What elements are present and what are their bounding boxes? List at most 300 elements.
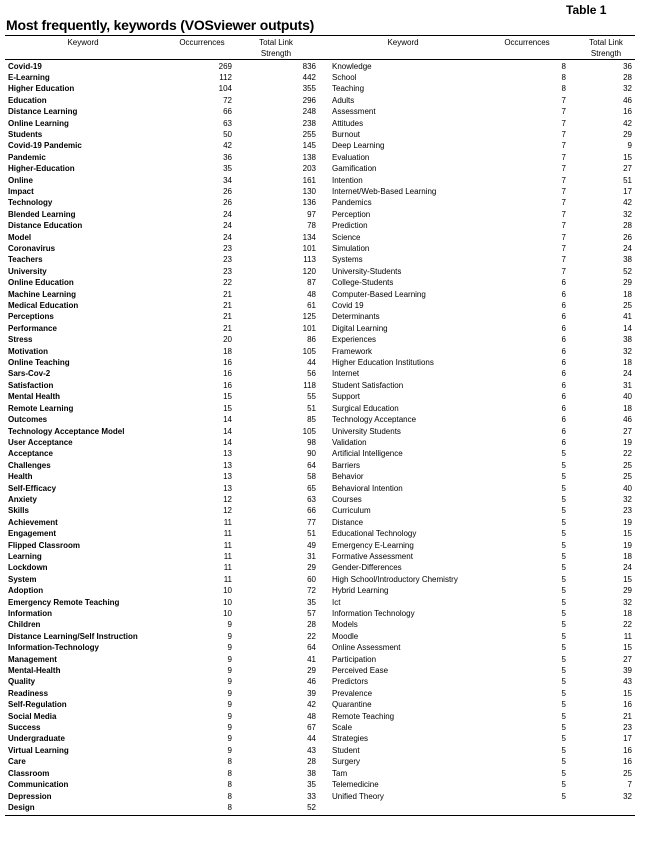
header-tls-line2: Strength bbox=[590, 49, 622, 58]
table-row bbox=[0, 140, 660, 151]
left-keyword-cell: Education bbox=[8, 95, 47, 105]
left-link-strength-cell: 113 bbox=[303, 255, 316, 265]
table-row bbox=[0, 471, 660, 482]
right-link-strength-cell: 27 bbox=[623, 164, 632, 174]
left-link-strength-cell: 29 bbox=[307, 666, 316, 676]
right-keyword-cell: Predictors bbox=[332, 677, 369, 687]
left-link-strength-cell: 255 bbox=[302, 129, 316, 139]
header-tls-right bbox=[578, 37, 634, 59]
right-occurrences-cell: 7 bbox=[561, 266, 566, 276]
right-occurrences-cell: 6 bbox=[561, 358, 566, 368]
right-keyword-cell: High School/Introductory Chemistry bbox=[332, 574, 458, 584]
left-occurrences-cell: 9 bbox=[227, 711, 232, 721]
right-keyword-cell: Framework bbox=[332, 346, 373, 356]
left-keyword-cell: Information bbox=[8, 609, 52, 618]
header-tls-line1: Total Link bbox=[259, 38, 293, 47]
left-link-strength-cell: 145 bbox=[302, 141, 316, 151]
right-occurrences-cell: 7 bbox=[561, 232, 566, 242]
left-occurrences-cell: 9 bbox=[227, 734, 232, 744]
table-row bbox=[0, 61, 660, 72]
left-link-strength-cell: 52 bbox=[307, 802, 316, 812]
left-occurrences-cell: 14 bbox=[223, 437, 232, 447]
header-occurrences-right: Occurrences bbox=[504, 38, 550, 47]
left-link-strength-cell: 55 bbox=[307, 392, 316, 402]
right-occurrences-cell: 5 bbox=[561, 688, 566, 698]
left-keyword-cell: University bbox=[8, 266, 47, 276]
left-occurrences-cell: 24 bbox=[223, 221, 232, 231]
right-keyword-cell: Participation bbox=[332, 654, 377, 664]
keyword-table-body bbox=[0, 61, 660, 814]
left-occurrences-cell: 66 bbox=[223, 107, 232, 117]
right-occurrences-cell: 7 bbox=[561, 141, 566, 151]
left-occurrences-cell: 24 bbox=[223, 209, 232, 219]
right-link-strength-cell: 25 bbox=[623, 768, 632, 778]
right-link-strength-cell: 38 bbox=[623, 255, 632, 265]
table-row bbox=[0, 95, 660, 106]
left-link-strength-cell: 78 bbox=[307, 221, 316, 231]
left-link-strength-cell: 101 bbox=[302, 323, 316, 333]
right-link-strength-cell: 42 bbox=[623, 118, 632, 128]
left-link-strength-cell: 43 bbox=[307, 745, 316, 755]
left-keyword-cell: Outcomes bbox=[8, 415, 48, 425]
right-occurrences-cell: 6 bbox=[561, 301, 566, 311]
header-tls-line1: Total Link bbox=[589, 38, 623, 47]
table-row bbox=[0, 460, 660, 471]
right-keyword-cell: Technology Acceptance bbox=[332, 415, 417, 425]
right-link-strength-cell: 25 bbox=[623, 460, 632, 470]
left-link-strength-cell: 130 bbox=[302, 186, 316, 196]
right-occurrences-cell: 5 bbox=[561, 677, 566, 687]
left-link-strength-cell: 355 bbox=[302, 84, 316, 94]
table-row bbox=[0, 676, 660, 687]
left-link-strength-cell: 85 bbox=[307, 415, 316, 425]
header-tls-line2: Strength bbox=[260, 49, 292, 58]
right-keyword-cell: Gender-Differences bbox=[332, 563, 402, 573]
table-row bbox=[0, 699, 660, 710]
right-occurrences-cell: 5 bbox=[561, 472, 566, 482]
right-keyword-cell: Determinants bbox=[332, 312, 380, 322]
right-link-strength-cell: 27 bbox=[623, 654, 632, 664]
left-keyword-cell: Pandemic bbox=[8, 152, 46, 162]
left-link-strength-cell: 44 bbox=[307, 734, 316, 744]
left-keyword-cell: Care bbox=[8, 757, 26, 767]
table-label: Table 1 bbox=[566, 3, 607, 17]
table-row bbox=[0, 152, 660, 163]
right-occurrences-cell: 5 bbox=[561, 654, 566, 664]
right-keyword-cell: Behavior bbox=[332, 472, 364, 482]
right-keyword-cell: Ict bbox=[332, 597, 341, 607]
left-occurrences-cell: 9 bbox=[227, 677, 232, 687]
table-row bbox=[0, 665, 660, 676]
right-keyword-cell: Curriculum bbox=[332, 506, 371, 516]
right-occurrences-cell: 5 bbox=[561, 563, 566, 573]
right-occurrences-cell: 5 bbox=[561, 791, 566, 801]
right-occurrences-cell: 6 bbox=[561, 278, 566, 288]
left-keyword-cell: Learning bbox=[8, 551, 42, 561]
right-occurrences-cell: 5 bbox=[561, 780, 566, 790]
left-keyword-cell: Online Education bbox=[8, 278, 74, 288]
right-link-strength-cell: 32 bbox=[623, 84, 632, 94]
table-row bbox=[0, 357, 660, 368]
right-occurrences-cell: 6 bbox=[561, 403, 566, 413]
table-row bbox=[0, 220, 660, 231]
right-keyword-cell: Student bbox=[332, 745, 360, 755]
right-keyword-cell: Digital Learning bbox=[332, 323, 388, 333]
left-keyword-cell: User Acceptance bbox=[8, 437, 73, 447]
table-row bbox=[0, 232, 660, 243]
right-keyword-cell: Simulation bbox=[332, 244, 370, 253]
left-occurrences-cell: 8 bbox=[227, 780, 232, 790]
right-link-strength-cell: 32 bbox=[623, 494, 632, 504]
right-occurrences-cell: 5 bbox=[561, 609, 566, 618]
right-link-strength-cell: 15 bbox=[623, 643, 632, 653]
table-row bbox=[0, 414, 660, 425]
left-occurrences-cell: 36 bbox=[223, 152, 232, 162]
table-row bbox=[0, 711, 660, 722]
right-occurrences-cell: 7 bbox=[561, 118, 566, 128]
left-link-strength-cell: 51 bbox=[307, 403, 316, 413]
right-occurrences-cell: 5 bbox=[561, 460, 566, 470]
right-occurrences-cell: 5 bbox=[561, 734, 566, 744]
left-keyword-cell: Stress bbox=[8, 335, 33, 345]
right-keyword-cell: Internet/Web-Based Learning bbox=[332, 186, 437, 196]
left-link-strength-cell: 72 bbox=[307, 586, 316, 596]
left-keyword-cell: Achievement bbox=[8, 517, 58, 527]
table-row bbox=[0, 756, 660, 767]
left-occurrences-cell: 9 bbox=[227, 643, 232, 653]
right-link-strength-cell: 19 bbox=[623, 517, 632, 527]
table-row bbox=[0, 483, 660, 494]
left-occurrences-cell: 10 bbox=[223, 586, 232, 596]
left-keyword-cell: Medical Education bbox=[8, 301, 79, 311]
right-keyword-cell: Telemedicine bbox=[332, 780, 379, 790]
left-link-strength-cell: 35 bbox=[307, 780, 316, 790]
left-keyword-cell: Health bbox=[8, 472, 33, 482]
left-keyword-cell: Technology Acceptance Model bbox=[8, 426, 125, 436]
right-occurrences-cell: 5 bbox=[561, 574, 566, 584]
right-keyword-cell: University Students bbox=[332, 426, 401, 436]
right-link-strength-cell: 17 bbox=[623, 186, 632, 196]
right-link-strength-cell: 38 bbox=[623, 335, 632, 345]
left-occurrences-cell: 20 bbox=[223, 335, 232, 345]
right-keyword-cell: Higher Education Institutions bbox=[332, 358, 434, 368]
left-link-strength-cell: 64 bbox=[307, 460, 316, 470]
right-occurrences-cell: 5 bbox=[561, 551, 566, 561]
left-occurrences-cell: 15 bbox=[223, 392, 232, 402]
left-link-strength-cell: 60 bbox=[307, 574, 316, 584]
left-link-strength-cell: 238 bbox=[302, 118, 316, 128]
right-keyword-cell: Models bbox=[332, 620, 358, 630]
left-link-strength-cell: 77 bbox=[307, 517, 316, 527]
right-link-strength-cell: 23 bbox=[623, 506, 632, 516]
right-keyword-cell: Student Satisfaction bbox=[332, 380, 404, 390]
right-keyword-cell: Internet bbox=[332, 369, 360, 379]
right-keyword-cell: School bbox=[332, 72, 357, 82]
right-keyword-cell: Science bbox=[332, 232, 361, 242]
right-keyword-cell: Burnout bbox=[332, 129, 361, 139]
table-row bbox=[0, 175, 660, 186]
left-link-strength-cell: 161 bbox=[302, 175, 316, 185]
right-occurrences-cell: 5 bbox=[561, 597, 566, 607]
right-occurrences-cell: 5 bbox=[561, 620, 566, 630]
table-row bbox=[0, 334, 660, 345]
left-occurrences-cell: 24 bbox=[223, 232, 232, 242]
left-keyword-cell: Depression bbox=[8, 791, 52, 801]
left-keyword-cell: Coronavirus bbox=[8, 244, 56, 253]
left-occurrences-cell: 8 bbox=[227, 768, 232, 778]
right-link-strength-cell: 40 bbox=[623, 483, 632, 493]
right-occurrences-cell: 8 bbox=[561, 84, 566, 94]
left-occurrences-cell: 15 bbox=[223, 403, 232, 413]
right-keyword-cell: Perception bbox=[332, 209, 371, 219]
left-occurrences-cell: 8 bbox=[227, 802, 232, 812]
left-keyword-cell: Quality bbox=[8, 677, 36, 687]
table-title: Most frequently, keywords (VOSviewer outputs) bbox=[6, 17, 315, 33]
left-occurrences-cell: 10 bbox=[223, 597, 232, 607]
left-keyword-cell: Perceptions bbox=[8, 312, 54, 322]
table-row bbox=[0, 585, 660, 596]
right-link-strength-cell: 32 bbox=[623, 346, 632, 356]
left-occurrences-cell: 72 bbox=[223, 95, 232, 105]
right-occurrences-cell: 6 bbox=[561, 415, 566, 425]
table-row bbox=[0, 346, 660, 357]
left-keyword-cell: Higher Education bbox=[8, 84, 75, 94]
left-keyword-cell: Engagement bbox=[8, 529, 57, 539]
right-link-strength-cell: 51 bbox=[623, 175, 632, 185]
left-keyword-cell: Anxiety bbox=[8, 494, 37, 504]
left-keyword-cell: Self-Efficacy bbox=[8, 483, 57, 493]
right-occurrences-cell: 7 bbox=[561, 221, 566, 231]
right-keyword-cell: Online Assessment bbox=[332, 643, 401, 653]
right-link-strength-cell: 46 bbox=[623, 95, 632, 105]
left-link-strength-cell: 98 bbox=[307, 437, 316, 447]
left-occurrences-cell: 112 bbox=[219, 72, 232, 82]
left-occurrences-cell: 9 bbox=[227, 700, 232, 710]
right-occurrences-cell: 7 bbox=[561, 152, 566, 162]
bottom-rule bbox=[5, 815, 635, 816]
left-occurrences-cell: 50 bbox=[223, 129, 232, 139]
right-link-strength-cell: 29 bbox=[623, 586, 632, 596]
right-occurrences-cell: 7 bbox=[561, 107, 566, 117]
left-link-strength-cell: 836 bbox=[302, 61, 316, 71]
right-link-strength-cell: 19 bbox=[623, 540, 632, 550]
right-link-strength-cell: 26 bbox=[623, 232, 632, 242]
left-keyword-cell: Technology bbox=[8, 198, 53, 208]
left-occurrences-cell: 9 bbox=[227, 666, 232, 676]
table-row bbox=[0, 642, 660, 653]
left-occurrences-cell: 11 bbox=[223, 517, 232, 527]
right-keyword-cell: Remote Teaching bbox=[332, 711, 395, 721]
right-occurrences-cell: 5 bbox=[561, 723, 566, 733]
right-occurrences-cell: 6 bbox=[561, 289, 566, 299]
left-keyword-cell: Success bbox=[8, 723, 41, 733]
left-occurrences-cell: 26 bbox=[223, 186, 232, 196]
table-row bbox=[0, 733, 660, 744]
table-row bbox=[0, 528, 660, 539]
right-keyword-cell: College-Students bbox=[332, 278, 394, 288]
left-link-strength-cell: 49 bbox=[307, 540, 316, 550]
right-keyword-cell: Strategies bbox=[332, 734, 369, 744]
right-keyword-cell: Computer-Based Learning bbox=[332, 289, 426, 299]
left-occurrences-cell: 21 bbox=[223, 312, 232, 322]
left-occurrences-cell: 8 bbox=[227, 757, 232, 767]
right-link-strength-cell: 27 bbox=[623, 426, 632, 436]
table-row bbox=[0, 574, 660, 585]
table-row bbox=[0, 323, 660, 334]
left-keyword-cell: Management bbox=[8, 654, 57, 664]
right-occurrences-cell: 5 bbox=[561, 517, 566, 527]
left-occurrences-cell: 11 bbox=[223, 563, 232, 573]
left-occurrences-cell: 12 bbox=[223, 494, 232, 504]
right-link-strength-cell: 40 bbox=[623, 392, 632, 402]
table-row bbox=[0, 163, 660, 174]
left-occurrences-cell: 11 bbox=[223, 551, 232, 561]
left-keyword-cell: Distance Education bbox=[8, 221, 83, 231]
table-row bbox=[0, 768, 660, 779]
left-occurrences-cell: 16 bbox=[223, 380, 232, 390]
right-keyword-cell: Information Technology bbox=[332, 609, 415, 618]
left-occurrences-cell: 23 bbox=[223, 244, 232, 253]
right-link-strength-cell: 32 bbox=[623, 791, 632, 801]
left-keyword-cell: Sars-Cov-2 bbox=[8, 369, 51, 379]
right-link-strength-cell: 24 bbox=[623, 563, 632, 573]
right-link-strength-cell: 15 bbox=[623, 574, 632, 584]
right-keyword-cell: Support bbox=[332, 392, 361, 402]
right-keyword-cell: Behavioral Intention bbox=[332, 483, 403, 493]
right-keyword-cell: Deep Learning bbox=[332, 141, 385, 151]
right-link-strength-cell: 28 bbox=[623, 221, 632, 231]
left-keyword-cell: Information-Technology bbox=[8, 643, 99, 653]
right-link-strength-cell: 24 bbox=[623, 244, 632, 253]
left-occurrences-cell: 23 bbox=[223, 255, 232, 265]
right-occurrences-cell: 7 bbox=[561, 129, 566, 139]
left-link-strength-cell: 46 bbox=[307, 677, 316, 687]
right-keyword-cell: Distance bbox=[332, 517, 364, 527]
left-link-strength-cell: 86 bbox=[307, 335, 316, 345]
table-row bbox=[0, 243, 660, 254]
right-link-strength-cell: 11 bbox=[623, 631, 632, 641]
left-link-strength-cell: 442 bbox=[302, 72, 316, 82]
right-link-strength-cell: 28 bbox=[623, 72, 632, 82]
left-link-strength-cell: 51 bbox=[307, 529, 316, 539]
right-occurrences-cell: 7 bbox=[561, 95, 566, 105]
left-occurrences-cell: 9 bbox=[227, 723, 232, 733]
left-keyword-cell: Distance Learning/Self Instruction bbox=[8, 631, 138, 641]
table-row bbox=[0, 562, 660, 573]
table-row bbox=[0, 266, 660, 277]
right-link-strength-cell: 52 bbox=[623, 266, 632, 276]
left-keyword-cell: Lockdown bbox=[8, 563, 48, 573]
right-link-strength-cell: 41 bbox=[623, 312, 632, 322]
table-row bbox=[0, 688, 660, 699]
right-keyword-cell: Experiences bbox=[332, 335, 377, 345]
right-keyword-cell: Educational Technology bbox=[332, 529, 417, 539]
left-occurrences-cell: 11 bbox=[223, 529, 232, 539]
right-link-strength-cell: 32 bbox=[623, 209, 632, 219]
right-link-strength-cell: 16 bbox=[623, 745, 632, 755]
right-occurrences-cell: 5 bbox=[561, 768, 566, 778]
left-keyword-cell: Performance bbox=[8, 323, 57, 333]
left-link-strength-cell: 120 bbox=[302, 266, 316, 276]
header-keyword-left: Keyword bbox=[67, 38, 99, 47]
left-link-strength-cell: 90 bbox=[307, 449, 316, 459]
left-link-strength-cell: 22 bbox=[307, 631, 316, 641]
left-keyword-cell: Model bbox=[8, 232, 32, 242]
table-row bbox=[0, 494, 660, 505]
right-link-strength-cell: 16 bbox=[623, 700, 632, 710]
left-occurrences-cell: 104 bbox=[218, 84, 232, 94]
table-row bbox=[0, 540, 660, 551]
right-keyword-cell: Covid 19 bbox=[332, 301, 364, 311]
table-row bbox=[0, 254, 660, 265]
left-occurrences-cell: 9 bbox=[227, 620, 232, 630]
table-row bbox=[0, 300, 660, 311]
table-row bbox=[0, 72, 660, 83]
table-row bbox=[0, 426, 660, 437]
left-occurrences-cell: 9 bbox=[227, 631, 232, 641]
left-occurrences-cell: 21 bbox=[223, 289, 232, 299]
table-row bbox=[0, 186, 660, 197]
left-link-strength-cell: 56 bbox=[307, 369, 316, 379]
right-keyword-cell: Systems bbox=[332, 255, 363, 265]
right-link-strength-cell: 16 bbox=[623, 757, 632, 767]
left-keyword-cell: Remote Learning bbox=[8, 403, 74, 413]
left-occurrences-cell: 11 bbox=[223, 574, 232, 584]
right-occurrences-cell: 6 bbox=[561, 335, 566, 345]
right-keyword-cell: Validation bbox=[332, 437, 367, 447]
left-keyword-cell: Machine Learning bbox=[8, 289, 77, 299]
left-occurrences-cell: 10 bbox=[223, 609, 232, 618]
left-occurrences-cell: 35 bbox=[223, 164, 232, 174]
left-link-strength-cell: 61 bbox=[307, 301, 316, 311]
left-link-strength-cell: 101 bbox=[302, 244, 316, 253]
left-keyword-cell: Higher-Education bbox=[8, 164, 75, 174]
right-keyword-cell: Moodle bbox=[332, 631, 359, 641]
table-row bbox=[0, 83, 660, 94]
table-row bbox=[0, 654, 660, 665]
left-keyword-cell: Covid-19 bbox=[8, 61, 42, 71]
table-row bbox=[0, 608, 660, 619]
right-link-strength-cell: 22 bbox=[623, 620, 632, 630]
right-occurrences-cell: 7 bbox=[561, 175, 566, 185]
left-keyword-cell: Distance Learning bbox=[8, 107, 78, 117]
right-occurrences-cell: 8 bbox=[561, 61, 566, 71]
left-link-strength-cell: 48 bbox=[307, 711, 316, 721]
header-tls-left bbox=[248, 37, 304, 59]
left-link-strength-cell: 118 bbox=[303, 380, 316, 390]
left-keyword-cell: Undergraduate bbox=[8, 734, 65, 744]
left-occurrences-cell: 63 bbox=[223, 118, 232, 128]
right-link-strength-cell: 25 bbox=[623, 472, 632, 482]
right-keyword-cell: Hybrid Learning bbox=[332, 586, 389, 596]
left-link-strength-cell: 125 bbox=[302, 312, 316, 322]
left-link-strength-cell: 29 bbox=[307, 563, 316, 573]
right-occurrences-cell: 6 bbox=[561, 437, 566, 447]
left-occurrences-cell: 21 bbox=[223, 323, 232, 333]
right-link-strength-cell: 18 bbox=[623, 403, 632, 413]
left-occurrences-cell: 16 bbox=[223, 369, 232, 379]
left-link-strength-cell: 31 bbox=[307, 551, 316, 561]
right-occurrences-cell: 7 bbox=[561, 198, 566, 208]
left-keyword-cell: Students bbox=[8, 129, 43, 139]
right-keyword-cell: Unified Theory bbox=[332, 791, 384, 801]
right-occurrences-cell: 5 bbox=[561, 700, 566, 710]
left-link-strength-cell: 63 bbox=[307, 494, 316, 504]
right-link-strength-cell: 14 bbox=[623, 323, 632, 333]
table-row bbox=[0, 745, 660, 756]
left-keyword-cell: Mental-Health bbox=[8, 666, 61, 676]
right-keyword-cell: Perceived Ease bbox=[332, 666, 389, 676]
